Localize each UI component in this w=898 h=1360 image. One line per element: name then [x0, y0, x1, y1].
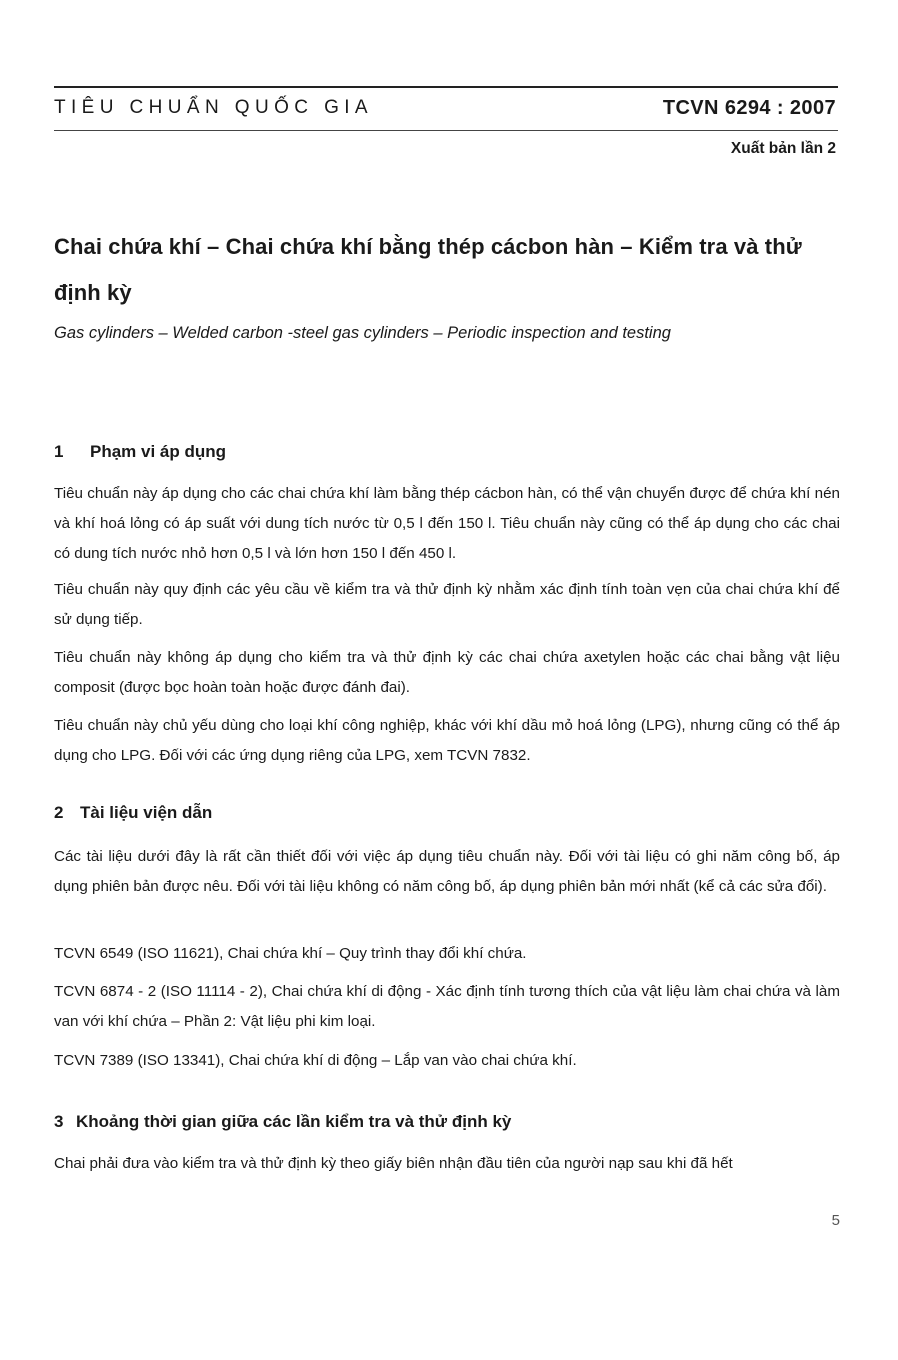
paragraph: Chai phải đưa vào kiểm tra và thử định kỳ theo giấy biên nhận đầu tiên của người nạp sau khi đã hết — [54, 1155, 733, 1172]
page-number: 5 — [831, 1212, 840, 1229]
section-number: 3 — [54, 1112, 64, 1131]
paragraph: Các tài liệu dưới đây là rất cần thiết đối với việc áp dụng tiêu chuẩn này. Đối với tài liệu có ghi năm công bố, áp dụng phiên bản được nêu. Đối với tài liệu không có năm công bố, áp dụng phiên bản mới nhất (kể cả các sửa đổi). — [54, 848, 840, 895]
section-title: Khoảng thời gian giữa các lần kiểm tra và thử định kỳ — [76, 1112, 512, 1131]
reference-item: TCVN 6874 - 2 (ISO 11114 - 2), Chai chứa khí di động - Xác định tính tương thích của vật liệu làm chai chứa và làm van với khí chứa – Phần 2: Vật liệu phi kim loại. — [54, 983, 840, 1030]
document-title-english: Gas cylinders – Welded carbon -steel gas cylinders – Periodic inspection and testing — [54, 324, 671, 342]
standard-label: TIÊU CHUẨN QUỐC GIA — [54, 97, 374, 118]
section-2-heading — [54, 803, 212, 823]
section-title: Tài liệu viện dẫn — [80, 803, 213, 822]
paragraph: Tiêu chuẩn này chủ yếu dùng cho loại khí công nghiệp, khác với khí dầu mỏ hoá lỏng (LPG), nhưng cũng có thể áp dụng cho LPG. Đối với các ứng dụng riêng của LPG, xem TCVN 7832. — [54, 717, 840, 764]
document-title-vietnamese: Chai chứa khí – Chai chứa khí bằng thép cácbon hàn – Kiểm tra và thử định kỳ — [54, 234, 802, 305]
header-bottom-rule — [54, 130, 838, 131]
paragraph: Tiêu chuẩn này áp dụng cho các chai chứa khí làm bằng thép cácbon hàn, có thể vận chuyển được để chứa khí nén và khí hoá lỏng có áp suất với dung tích nước từ 0,5 l đến 150 l. Tiêu chuẩn này cũng có thể áp dụng cho các chai có dung tích nước nhỏ hơn 0,5 l và lớn hơn 150 l đến 450 l. — [54, 485, 840, 562]
standard-code: TCVN 6294 : 2007 — [662, 97, 836, 119]
paragraph: Tiêu chuẩn này quy định các yêu cầu về kiểm tra và thử định kỳ nhằm xác định tính toàn vẹn của chai chứa khí để sử dụng tiếp. — [54, 581, 840, 628]
paragraph: Tiêu chuẩn này không áp dụng cho kiểm tra và thử định kỳ các chai chứa axetylen hoặc các chai bằng vật liệu composit (được bọc hoàn toàn hoặc được đánh đai). — [54, 649, 840, 696]
section-1-heading — [54, 442, 226, 462]
section-3-heading — [54, 1112, 511, 1132]
header-top-rule — [54, 86, 838, 88]
reference-item: TCVN 7389 (ISO 13341), Chai chứa khí di động – Lắp van vào chai chứa khí. — [54, 1052, 577, 1069]
section-number: 1 — [54, 442, 64, 461]
section-number: 2 — [54, 803, 64, 822]
reference-item: TCVN 6549 (ISO 11621), Chai chứa khí – Quy trình thay đổi khí chứa. — [54, 945, 527, 962]
section-title: Phạm vi áp dụng — [90, 442, 227, 461]
edition-label: Xuất bản lần 2 — [730, 140, 836, 157]
